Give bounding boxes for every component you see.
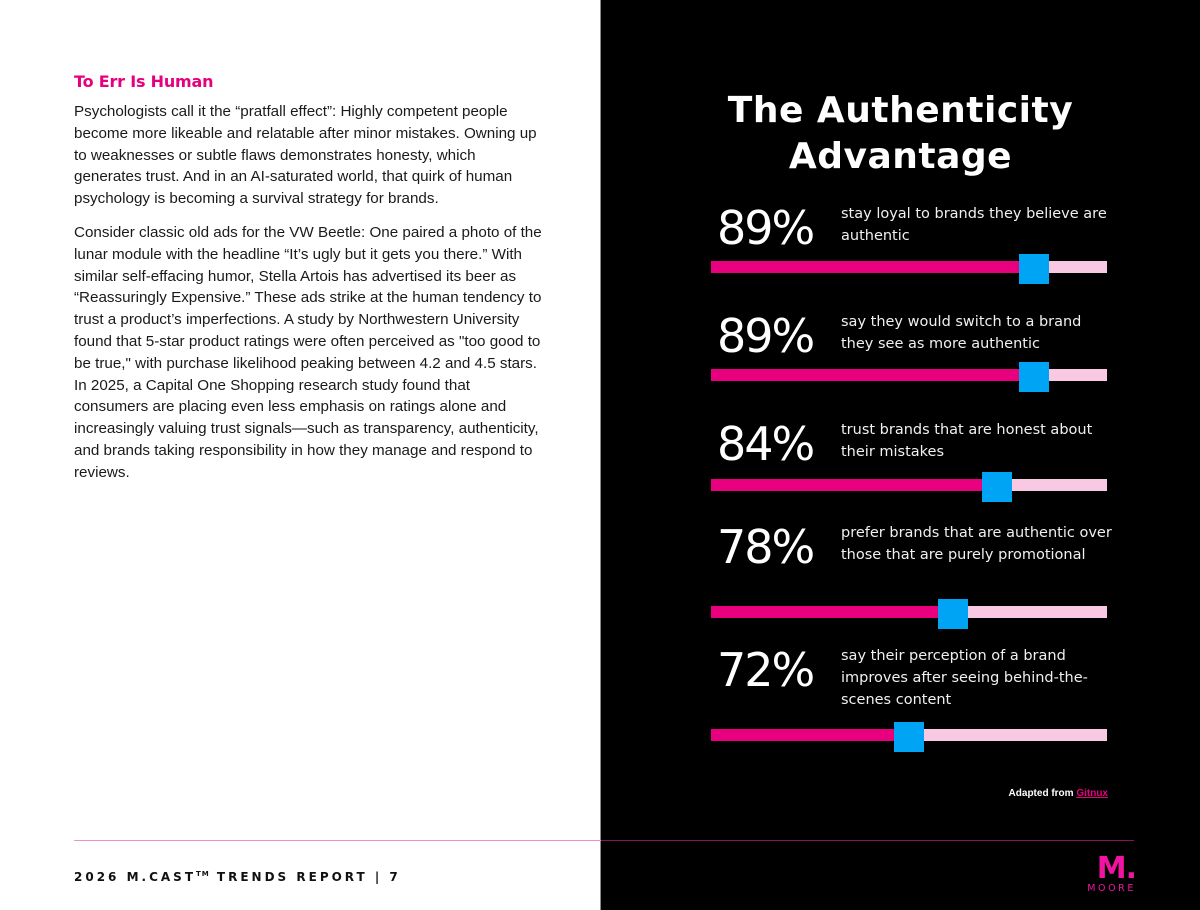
moore-logo [1078,851,1136,895]
stat-percentage: 89% [717,309,814,363]
source-credit [1009,788,1108,799]
trademark-mark: TM [196,870,210,878]
stat-bar-marker [894,722,924,752]
stat-bar-track [711,261,1107,273]
stat-bar-marker [982,472,1012,502]
source-link[interactable]: Gitnux [1076,788,1108,799]
stat-bar-fill [711,729,909,741]
article-paragraph-1: Psychologists call it the “pratfall effect”: Highly competent people become more likeable and relatable after minor mistakes. Owning up to weaknesses or subtle flaws demonstrates honesty, which generates trust. And in an AI-saturated world, that quirk of human psychology is becoming a survival strategy for brands. [74,103,537,208]
report-footer [74,870,401,884]
stat-bar-marker [938,599,968,629]
section-heading: To Err Is Human [74,72,214,91]
stat-bar-marker [1019,254,1049,284]
stat-description: say their perception of a brand improves after seeing behind-the-scenes content [841,648,1088,708]
stat-bar-track [711,479,1107,491]
footer-report-prefix: 2026 M.CAST [74,870,196,884]
footer-report-suffix: TRENDS REPORT | 7 [209,870,401,884]
source-prefix: Adapted from [1008,788,1074,799]
stat-description: stay loyal to brands they believe are authentic [841,206,1107,244]
article-paragraph-2: Consider classic old ads for the VW Beetle: One paired a photo of the lunar module with the headline “It’s ugly but it gets you there.” With similar self-effacing humor, Stella Artois has advertised its beer as “Reassuringly Expensive.” These ads strike at the human tendency to trust a product’s imperfections. A study by Northwestern University found that 5-star product ratings were often perceived as "too good to be true," with purchase likelihood peaking between 4.2 and 4.5 stars. In 2025, a Capital One Shopping research study found that consumers are placing even less emphasis on ratings alone and increasingly valuing trust signals—such as transparency, authenticity, and brands taking responsibility in how they manage and respond to reviews. [74,224,542,481]
footer-rule-left [74,840,601,841]
infographic-title-line-1: The Authenticity [727,90,1074,131]
stat-bar-track [711,729,1107,741]
stat-description: trust brands that are honest about their mistakes [841,422,1093,460]
stat-description: say they would switch to a brand they see as more authentic [841,314,1082,352]
stat-percentage: 89% [717,201,814,255]
stat-percentage: 84% [717,417,814,471]
infographic-title [601,88,1200,180]
stat-bar-fill [711,261,1034,273]
stat-bar-fill [711,606,953,618]
footer-rule-right [601,840,1134,841]
stat-percentage: 72% [717,643,814,697]
stat-bar-marker [1019,362,1049,392]
stat-percentage: 78% [717,520,814,574]
stat-bar-track [711,606,1107,618]
logo-wordmark: MOORE [1087,883,1136,894]
stat-bar-fill [711,369,1034,381]
logo-mark: M. [1096,851,1136,886]
stat-description: prefer brands that are authentic over those that are purely promotional [841,525,1112,563]
stat-bar-track [711,369,1107,381]
stat-bar-fill [711,479,997,491]
infographic-title-line-2: Advantage [788,136,1013,177]
